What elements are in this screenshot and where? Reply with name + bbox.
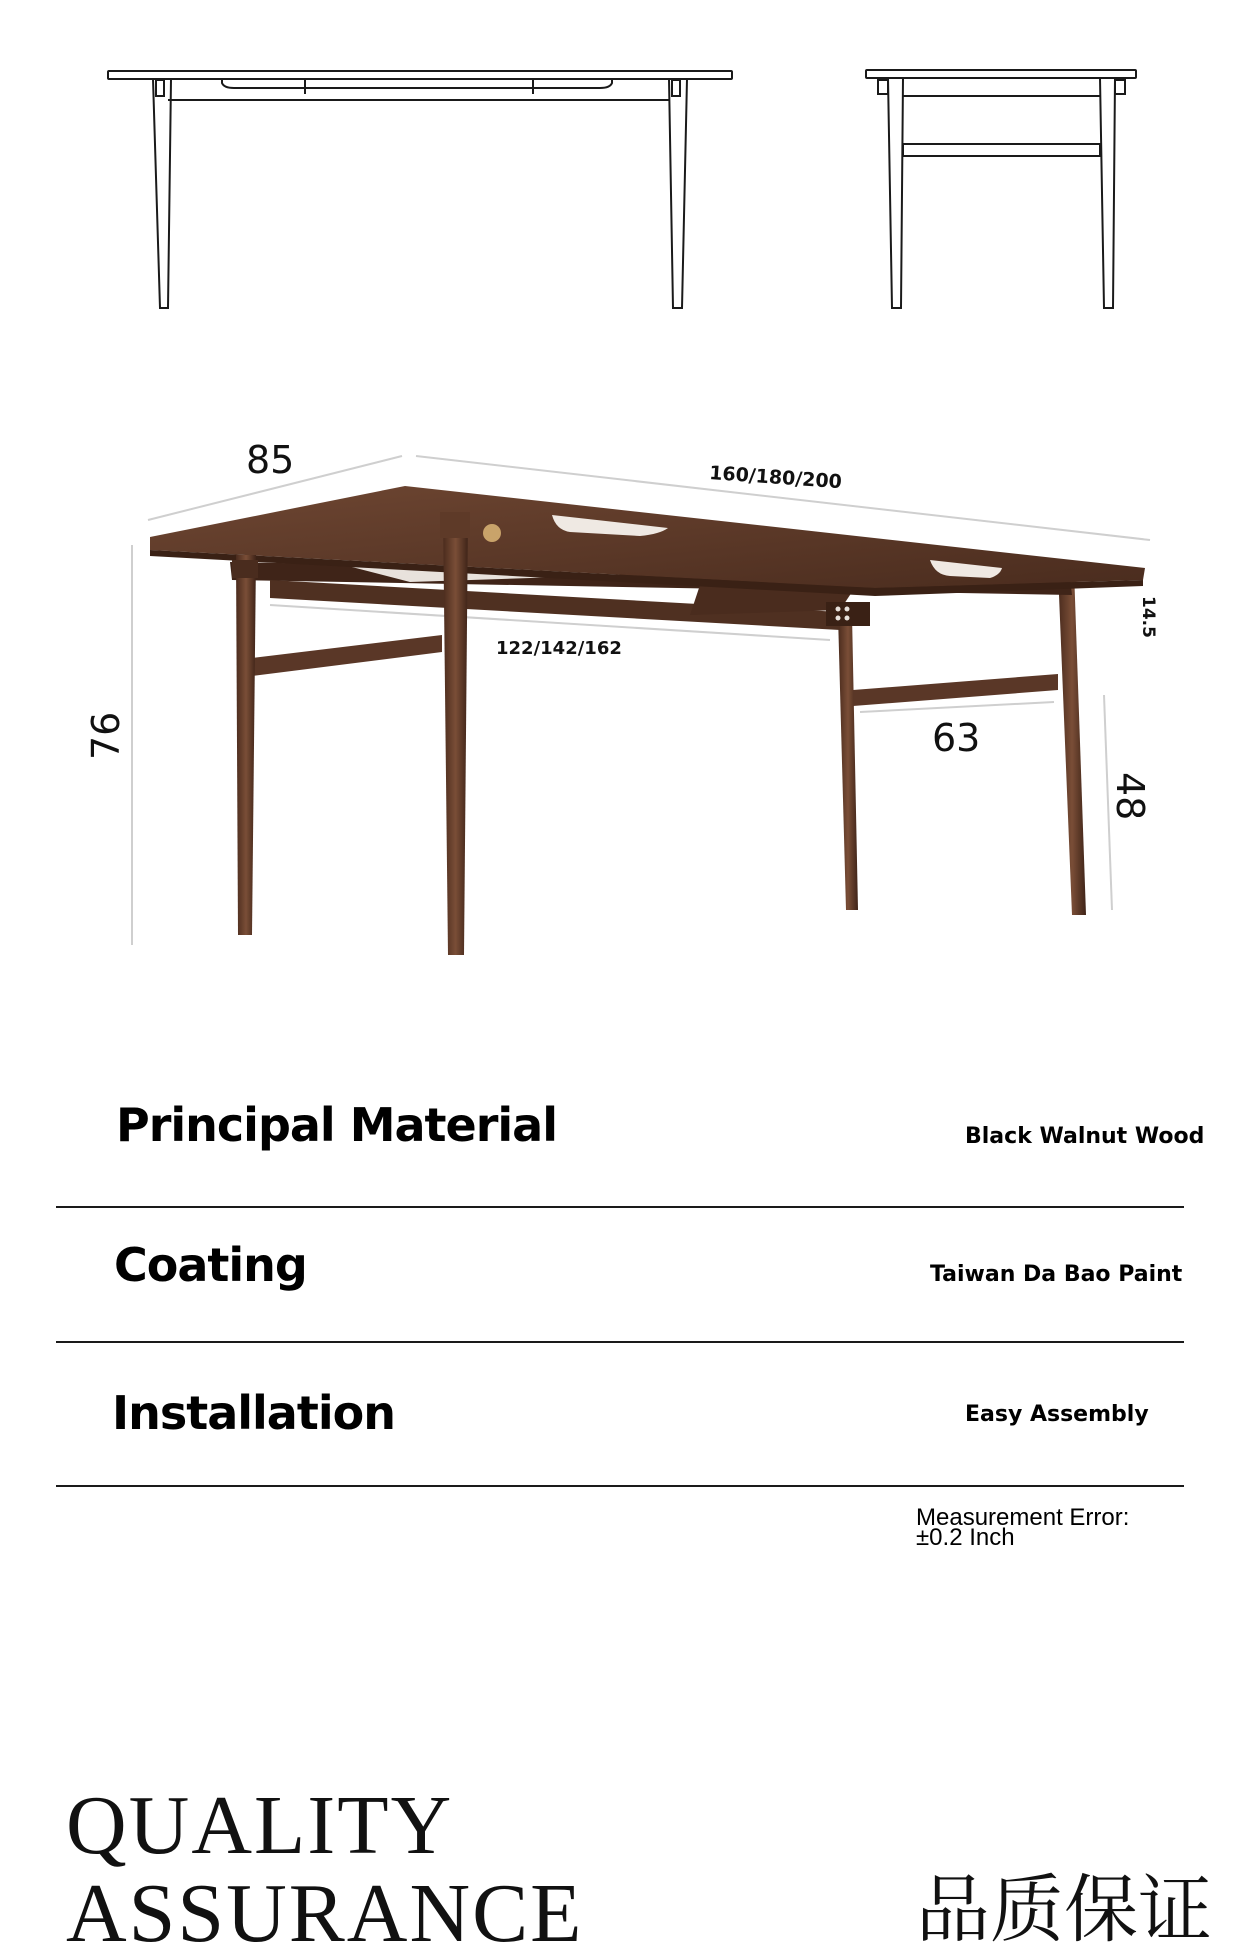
spec-label-material: Principal Material (116, 1098, 557, 1152)
quality-heading-chinese: 品质保证 (916, 1870, 1212, 1952)
spec-value-installation: Easy Assembly (965, 1402, 1149, 1427)
measurement-error-line1: Measurement Error: (916, 1504, 1130, 1531)
quality-heading-line2: ASSURANCE (66, 1867, 584, 1960)
leg-clearance-dimension-label: 48 (1108, 772, 1152, 821)
spec-value-coating: Taiwan Da Bao Paint (930, 1262, 1183, 1287)
spec-label-installation: Installation (112, 1386, 395, 1440)
height-dimension-label: 76 (84, 711, 128, 760)
divider-2 (56, 1341, 1184, 1343)
measurement-error-line2: ±0.2 Inch (916, 1524, 1015, 1551)
depth-dimension-label: 85 (246, 438, 295, 482)
divider-1 (56, 1206, 1184, 1208)
quality-heading-line1: QUALITY (66, 1779, 454, 1872)
inner-depth-dimension-label: 63 (932, 716, 981, 760)
spec-value-material: Black Walnut Wood (965, 1124, 1205, 1149)
inner-length-dimension-label: 122/142/162 (496, 638, 622, 659)
spec-label-coating: Coating (114, 1238, 307, 1292)
length-dimension-label: 160/180/200 (708, 462, 843, 494)
apron-dimension-label: 14.5 (1138, 596, 1158, 638)
divider-3 (56, 1485, 1184, 1487)
